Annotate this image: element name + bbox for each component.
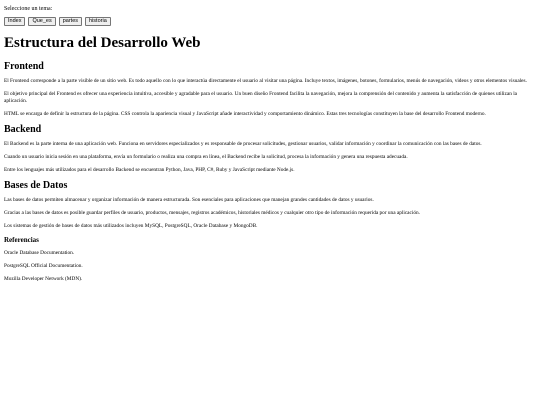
databases-paragraph: Los sistemas de gestión de bases de datos más utilizados incluyen MySQL, PostgreSQL, Oracle Database y MongoDB. — [4, 223, 258, 229]
backend-heading: Backend — [4, 124, 42, 135]
backend-paragraph: Cuando un usuario inicia sesión en una plataforma, envía un formulario o realiza una compra en línea, el Backend recibe la solicitud, procesa la información y genera una respuesta adecuada. — [4, 154, 408, 160]
frontend-heading: Frontend — [4, 61, 44, 72]
backend-paragraph: Entre los lenguajes más utilizados para el desarrollo Backend se encuentran Python, Java, PHP, C#, Ruby y JavaScript mediante Node.js. — [4, 167, 295, 173]
topic-nav — [4, 17, 536, 26]
databases-paragraph: Gracias a las bases de datos es posible guardar perfiles de usuario, productos, mensajes, registros académicos, historiales médicos y cualquier otro tipo de información requerida por una aplicación. — [4, 210, 420, 216]
references-section — [4, 236, 536, 283]
backend-section — [4, 124, 536, 174]
reference-item: Oracle Database Documentation. — [4, 250, 75, 256]
nav-button-index[interactable]: Index — [4, 17, 25, 26]
frontend-paragraph: HTML se encarga de definir la estructura de la página. CSS controla la apariencia visual y JavaScript añade interactividad y comportamiento dinámico. Estas tres tecnologías constituyen la base del desarrollo Frontend moderno. — [4, 111, 486, 117]
references-heading: Referencias — [4, 236, 39, 244]
reference-item: PostgreSQL Official Documentation. — [4, 263, 83, 269]
frontend-section — [4, 61, 536, 118]
databases-section — [4, 180, 536, 230]
databases-paragraph: Las bases de datos permiten almacenar y organizar información de manera estructurada. Son esenciales para aplicaciones que manejan grandes cantidades de datos y usuarios. — [4, 197, 374, 203]
page-title: Estructura del Desarrollo Web — [4, 35, 201, 51]
nav-button-partes[interactable]: partes — [59, 17, 82, 26]
backend-paragraph: El Backend es la parte interna de una aplicación web. Funciona en servidores especializados y es responsable de procesar solicitudes, gestionar usuarios, validar información y coordinar la comunicación con las bases de datos. — [4, 141, 482, 147]
topic-prompt: Seleccione un tema: — [4, 6, 53, 12]
frontend-paragraph: El Frontend corresponde a la parte visible de un sitio web. Es todo aquello con lo que interactúa directamente el usuario al visitar una página. Incluye textos, imágenes, botones, formularios, menús de navegación, videos y otros elementos visuales. — [4, 78, 527, 84]
nav-button-historia[interactable]: historia — [85, 17, 111, 26]
databases-heading: Bases de Datos — [4, 180, 68, 191]
frontend-paragraph: El objetivo principal del Frontend es ofrecer una experiencia intuitiva, accesible y agradable para el usuario. Un buen diseño Frontend facilita la navegación, mejora la comprensión del contenido y aumenta la satisfacción de quienes utilizan la aplicación. — [4, 91, 518, 104]
nav-button-que-es[interactable]: Que_es — [28, 17, 55, 26]
reference-item: Mozilla Developer Network (MDN). — [4, 276, 83, 282]
